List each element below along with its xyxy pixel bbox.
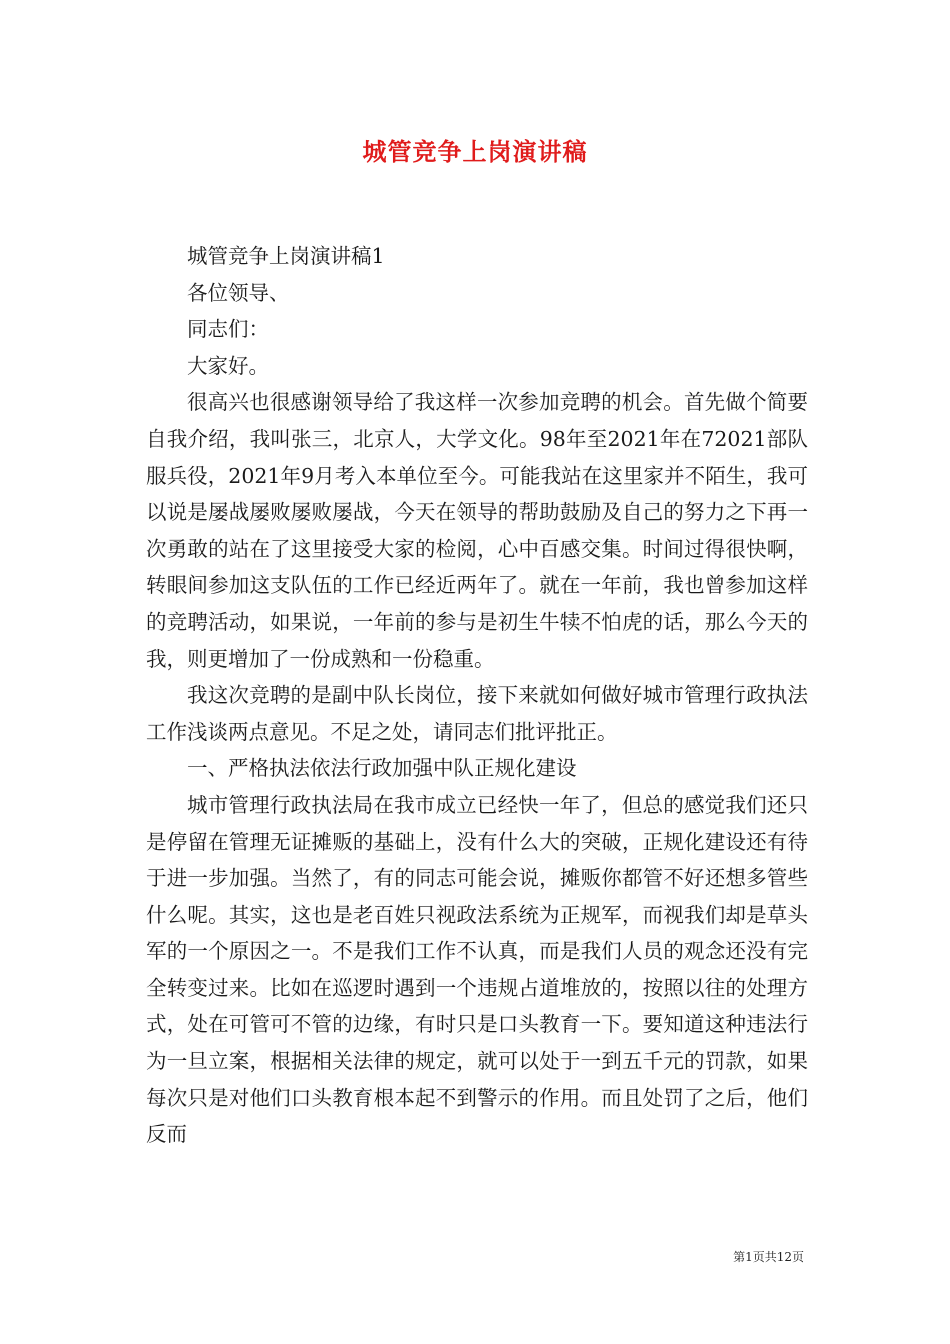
- document-body: [146, 238, 808, 1153]
- paragraph-greeting: 大家好。: [187, 353, 269, 378]
- paragraph-introduction: 很高兴也很感谢领导给了我这样一次参加竞聘的机会。首先做个简要自我介绍，我叫张三，北京人，大学文化。98年至2021年在72021部队服兵役，2021年9月考入本单位至今。可能我站在这里家并不陌生，我可以说是屡战屡败屡败屡战，今天在领导的帮助鼓励及自己的努力之下再一次勇敢的站在了这里接受大家的检阅，心中百感交集。时间过得很快啊，转眼间参加这支队伍的工作已经近两年了。就在一年前，我也曾参加这样的竞聘活动，如果说，一年前的参与是初生牛犊不怕虎的话，那么今天的我，则更增加了一份成熟和一份稳重。: [146, 390, 808, 671]
- page-footer: 第1页共12页: [733, 1250, 804, 1264]
- paragraph-salutation-2: 同志们：: [187, 317, 269, 342]
- paragraph-section-heading: 一、严格执法依法行政加强中队正规化建设: [187, 756, 577, 781]
- paragraph-position: 我这次竞聘的是副中队长岗位，接下来就如何做好城市管理行政执法工作浅谈两点意见。不足之处，请同志们批评批正。: [146, 683, 808, 744]
- paragraph-section-body: 城市管理行政执法局在我市成立已经快一年了，但总的感觉我们还只是停留在管理无证摊贩的基础上，没有什么大的突破，正规化建设还有待于进一步加强。当然了，有的同志可能会说，摊贩你都管不好还想多管些什么呢。其实，这也是老百姓只视政法系统为正规军，而视我们却是草头军的一个原因之一。不是我们工作不认真，而是我们人员的观念还没有完全转变过来。比如在巡逻时遇到一个违规占道堆放的，按照以往的处理方式，处在可管可不管的边缘，有时只是口头教育一下。要知道这种违法行为一旦立案，根据相关法律的规定，就可以处于一到五千元的罚款，如果每次只是对他们口头教育根本起不到警示的作用。而且处罚了之后，他们反而: [146, 792, 808, 1147]
- document-title: 城管竞争上岗演讲稿: [362, 137, 588, 166]
- paragraph-salutation-1: 各位领导、: [187, 280, 290, 305]
- paragraph-heading: 城管竞争上岗演讲稿1: [187, 244, 385, 268]
